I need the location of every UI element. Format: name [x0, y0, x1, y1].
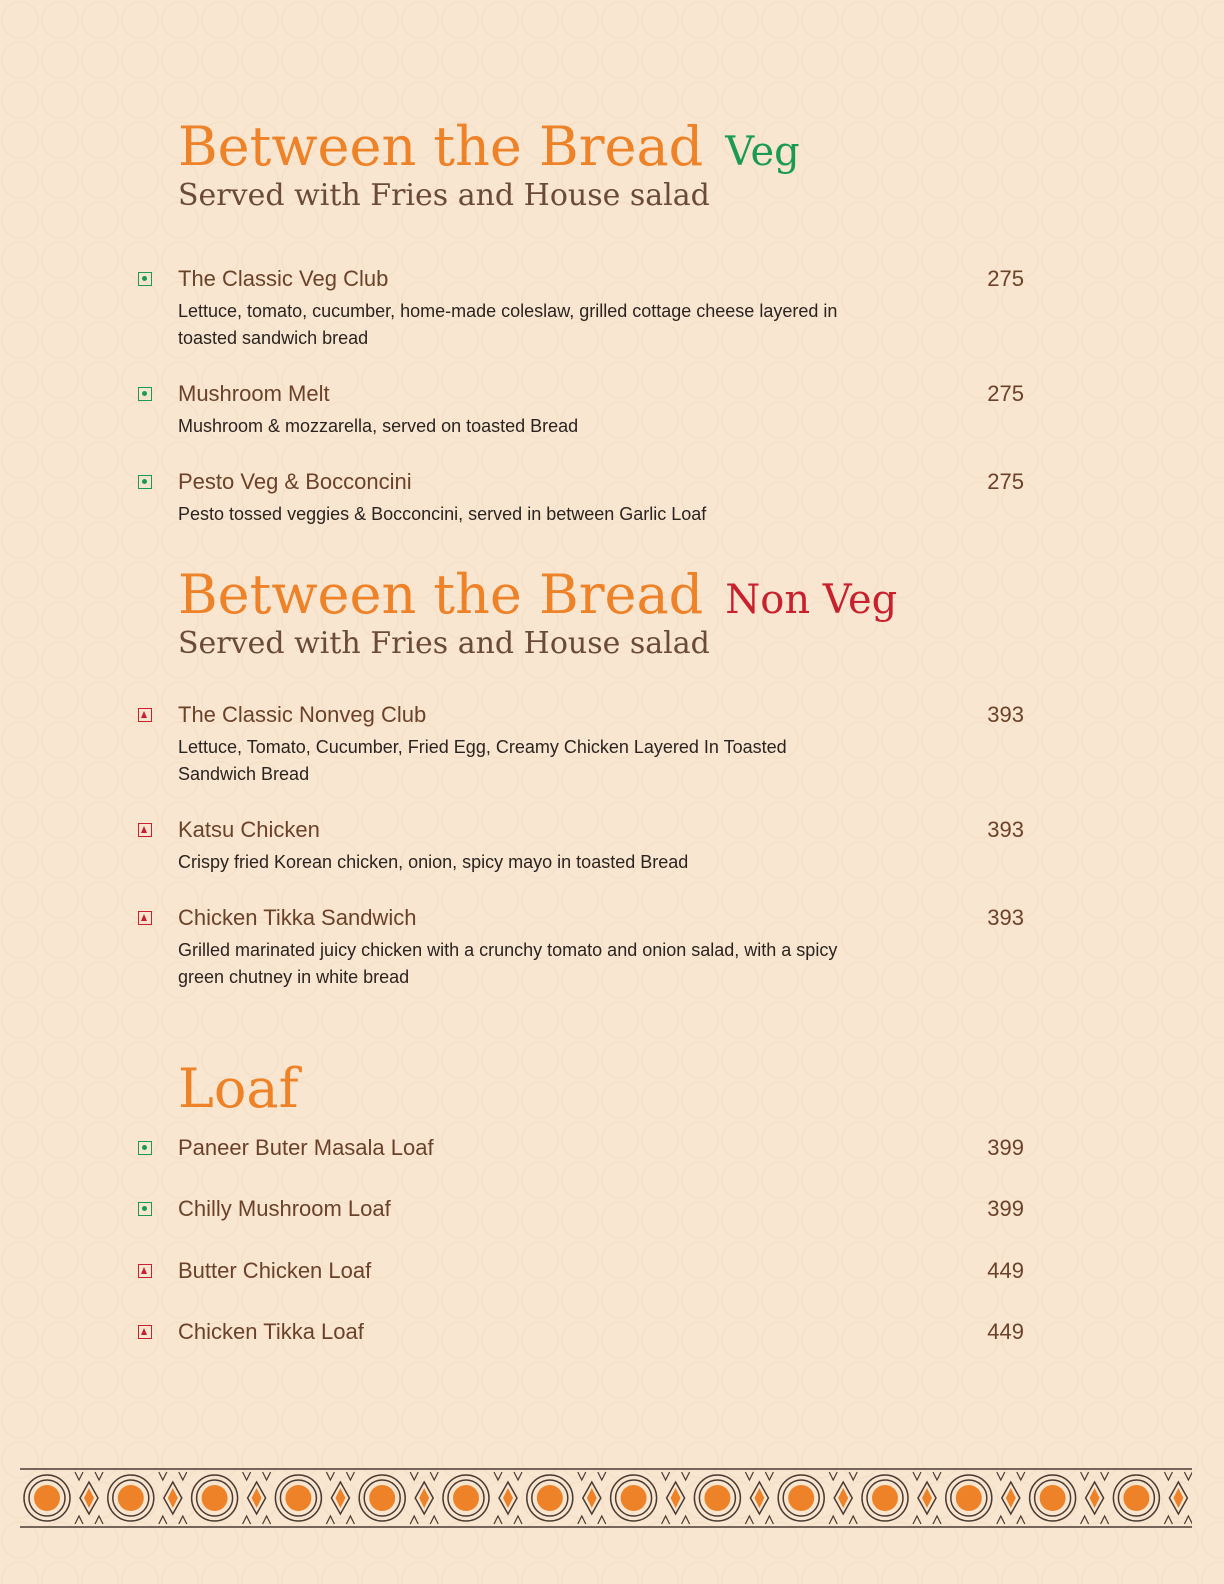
- border-circle-dot: [956, 1485, 982, 1511]
- item-price: 393: [987, 905, 1024, 930]
- border-diamond-inner: [1090, 1488, 1100, 1508]
- menu-item: [138, 702, 1024, 782]
- border-chevron: [1184, 1516, 1192, 1524]
- border-circle-dot: [537, 1485, 563, 1511]
- border-chevron: [263, 1516, 271, 1524]
- border-chevron: [849, 1516, 857, 1524]
- border-diamond-inner: [252, 1488, 262, 1508]
- border-chevron: [933, 1516, 941, 1524]
- border-chevron: [410, 1516, 418, 1524]
- border-chevron: [1164, 1472, 1172, 1480]
- border-chevron: [1184, 1472, 1192, 1480]
- section-subtitle: Served with Fries and House salad: [178, 178, 710, 213]
- item-price: 399: [987, 1135, 1024, 1160]
- border-diamond-inner: [419, 1488, 429, 1508]
- border-chevron: [913, 1516, 921, 1524]
- item-price: 393: [987, 702, 1024, 727]
- border-chevron: [682, 1516, 690, 1524]
- border-chevron: [829, 1516, 837, 1524]
- border-chevron: [745, 1472, 753, 1480]
- border-circle-dot: [621, 1485, 647, 1511]
- section-loaf-header: [178, 1057, 299, 1120]
- border-circle-dot: [285, 1485, 311, 1511]
- border-chevron: [75, 1516, 83, 1524]
- item-description: Pesto tossed veggies & Bocconcini, served in between Garlic Loaf: [178, 504, 707, 524]
- item-price: 399: [987, 1196, 1024, 1221]
- border-chevron: [494, 1516, 502, 1524]
- border-circle-dot: [453, 1485, 479, 1511]
- item-name: Butter Chicken Loaf: [178, 1258, 372, 1283]
- border-diamond-inner: [503, 1488, 513, 1508]
- menu-item: [138, 1258, 1024, 1288]
- border-chevron: [578, 1472, 586, 1480]
- border-circle-dot: [34, 1485, 60, 1511]
- item-name: Chicken Tikka Loaf: [178, 1319, 364, 1344]
- border-chevron: [1164, 1516, 1172, 1524]
- border-diamond-inner: [754, 1488, 764, 1508]
- border-diamond-inner: [1173, 1488, 1183, 1508]
- item-name: Katsu Chicken: [178, 817, 320, 842]
- border-chevron: [745, 1516, 753, 1524]
- border-chevron: [1101, 1516, 1109, 1524]
- section-title: [178, 563, 898, 626]
- border-chevron: [1081, 1472, 1089, 1480]
- menu-item: [138, 1196, 1024, 1226]
- border-chevron: [410, 1472, 418, 1480]
- section-nonveg-header: [178, 563, 898, 661]
- border-chevron: [179, 1472, 187, 1480]
- border-chevron: [829, 1472, 837, 1480]
- item-price: 275: [987, 266, 1024, 291]
- border-chevron: [430, 1516, 438, 1524]
- border-chevron: [1081, 1516, 1089, 1524]
- nonveg-icon: [138, 911, 152, 925]
- nonveg-icon: [138, 708, 152, 722]
- border-chevron: [346, 1516, 354, 1524]
- border-chevron: [75, 1472, 83, 1480]
- border-circle-dot: [202, 1485, 228, 1511]
- border-diamond-inner: [922, 1488, 932, 1508]
- border-diamond-inner: [335, 1488, 345, 1508]
- veg-icon: [138, 387, 152, 401]
- item-description: Lettuce, tomato, cucumber, home-made coleslaw, grilled cottage cheese layered in toasted sandwich bread: [178, 301, 838, 348]
- border-circle-dot: [369, 1485, 395, 1511]
- border-diamond-inner: [84, 1488, 94, 1508]
- item-price: 275: [987, 469, 1024, 494]
- section-veg-header: [178, 115, 800, 213]
- border-chevron: [765, 1472, 773, 1480]
- decorative-border: [20, 1468, 1192, 1528]
- border-chevron: [997, 1516, 1005, 1524]
- menu-item: [138, 381, 1024, 441]
- border-chevron: [662, 1516, 670, 1524]
- border-circle-dot: [1040, 1485, 1066, 1511]
- nonveg-icon: [138, 1264, 152, 1278]
- veg-icon: [138, 1141, 152, 1155]
- border-chevron: [1101, 1472, 1109, 1480]
- border-circle-dot: [1123, 1485, 1149, 1511]
- item-name: Mushroom Melt: [178, 381, 330, 406]
- border-chevron: [243, 1472, 251, 1480]
- item-price: 393: [987, 817, 1024, 842]
- border-chevron: [997, 1472, 1005, 1480]
- border-chevron: [514, 1516, 522, 1524]
- item-description: Mushroom & mozzarella, served on toasted Bread: [178, 416, 579, 436]
- item-name: Chicken Tikka Sandwich: [178, 905, 417, 930]
- section-title: Loaf: [178, 1057, 299, 1120]
- border-chevron: [430, 1472, 438, 1480]
- border-chevron: [598, 1472, 606, 1480]
- veg-icon: [138, 475, 152, 489]
- border-chevron: [159, 1472, 167, 1480]
- border-chevron: [494, 1472, 502, 1480]
- veg-icon: [138, 272, 152, 286]
- item-price: 449: [987, 1258, 1024, 1283]
- border-chevron: [326, 1472, 334, 1480]
- border-chevron: [95, 1516, 103, 1524]
- border-chevron: [578, 1516, 586, 1524]
- border-chevron: [933, 1472, 941, 1480]
- item-name: The Classic Nonveg Club: [178, 702, 427, 727]
- item-name: Pesto Veg & Bocconcini: [178, 469, 412, 494]
- section-subtitle: Served with Fries and House salad: [178, 626, 710, 661]
- border-diamond-inner: [168, 1488, 178, 1508]
- item-name: The Classic Veg Club: [178, 266, 389, 291]
- border-chevron: [598, 1516, 606, 1524]
- border-circle-dot: [704, 1485, 730, 1511]
- border-diamond-inner: [671, 1488, 681, 1508]
- item-description: Grilled marinated juicy chicken with a crunchy tomato and onion salad, with a spicy green chutney in white bread: [178, 940, 838, 987]
- section-title-text: Between the Bread: [178, 115, 704, 178]
- nonveg-icon: [138, 1325, 152, 1339]
- border-chevron: [263, 1472, 271, 1480]
- menu-item: [138, 905, 1024, 985]
- border-chevron: [243, 1516, 251, 1524]
- section-title: [178, 115, 800, 178]
- border-chevron: [682, 1472, 690, 1480]
- item-price: 275: [987, 381, 1024, 406]
- item-name: Chilly Mushroom Loaf: [178, 1196, 391, 1221]
- menu-item: [138, 1319, 1024, 1349]
- border-chevron: [765, 1516, 773, 1524]
- menu-item: [138, 266, 1024, 346]
- border-chevron: [514, 1472, 522, 1480]
- nonveg-icon: [138, 823, 152, 837]
- veg-icon: [138, 1202, 152, 1216]
- border-chevron: [849, 1472, 857, 1480]
- border-diamond-inner: [1006, 1488, 1016, 1508]
- border-chevron: [326, 1516, 334, 1524]
- border-circle-dot: [872, 1485, 898, 1511]
- veg-tag: Veg: [725, 129, 800, 175]
- border-circle-dot: [788, 1485, 814, 1511]
- border-chevron: [95, 1472, 103, 1480]
- section-title-text: Between the Bread: [178, 563, 704, 626]
- border-circle-dot: [118, 1485, 144, 1511]
- nonveg-tag: Non Veg: [725, 577, 898, 623]
- border-diamond-inner: [838, 1488, 848, 1508]
- menu-item: [138, 1135, 1024, 1165]
- border-chevron: [913, 1472, 921, 1480]
- border-chevron: [662, 1472, 670, 1480]
- item-description: Crispy fried Korean chicken, onion, spicy mayo in toasted Bread: [178, 852, 689, 872]
- item-name: Paneer Buter Masala Loaf: [178, 1135, 434, 1160]
- item-price: 449: [987, 1319, 1024, 1344]
- border-chevron: [346, 1472, 354, 1480]
- menu-item: [138, 817, 1024, 877]
- border-chevron: [159, 1516, 167, 1524]
- menu-item: [138, 469, 1024, 529]
- border-chevron: [1017, 1516, 1025, 1524]
- border-chevron: [1017, 1472, 1025, 1480]
- item-description: Lettuce, Tomato, Cucumber, Fried Egg, Creamy Chicken Layered In Toasted Sandwich Bread: [178, 737, 787, 784]
- border-chevron: [179, 1516, 187, 1524]
- border-diamond-inner: [587, 1488, 597, 1508]
